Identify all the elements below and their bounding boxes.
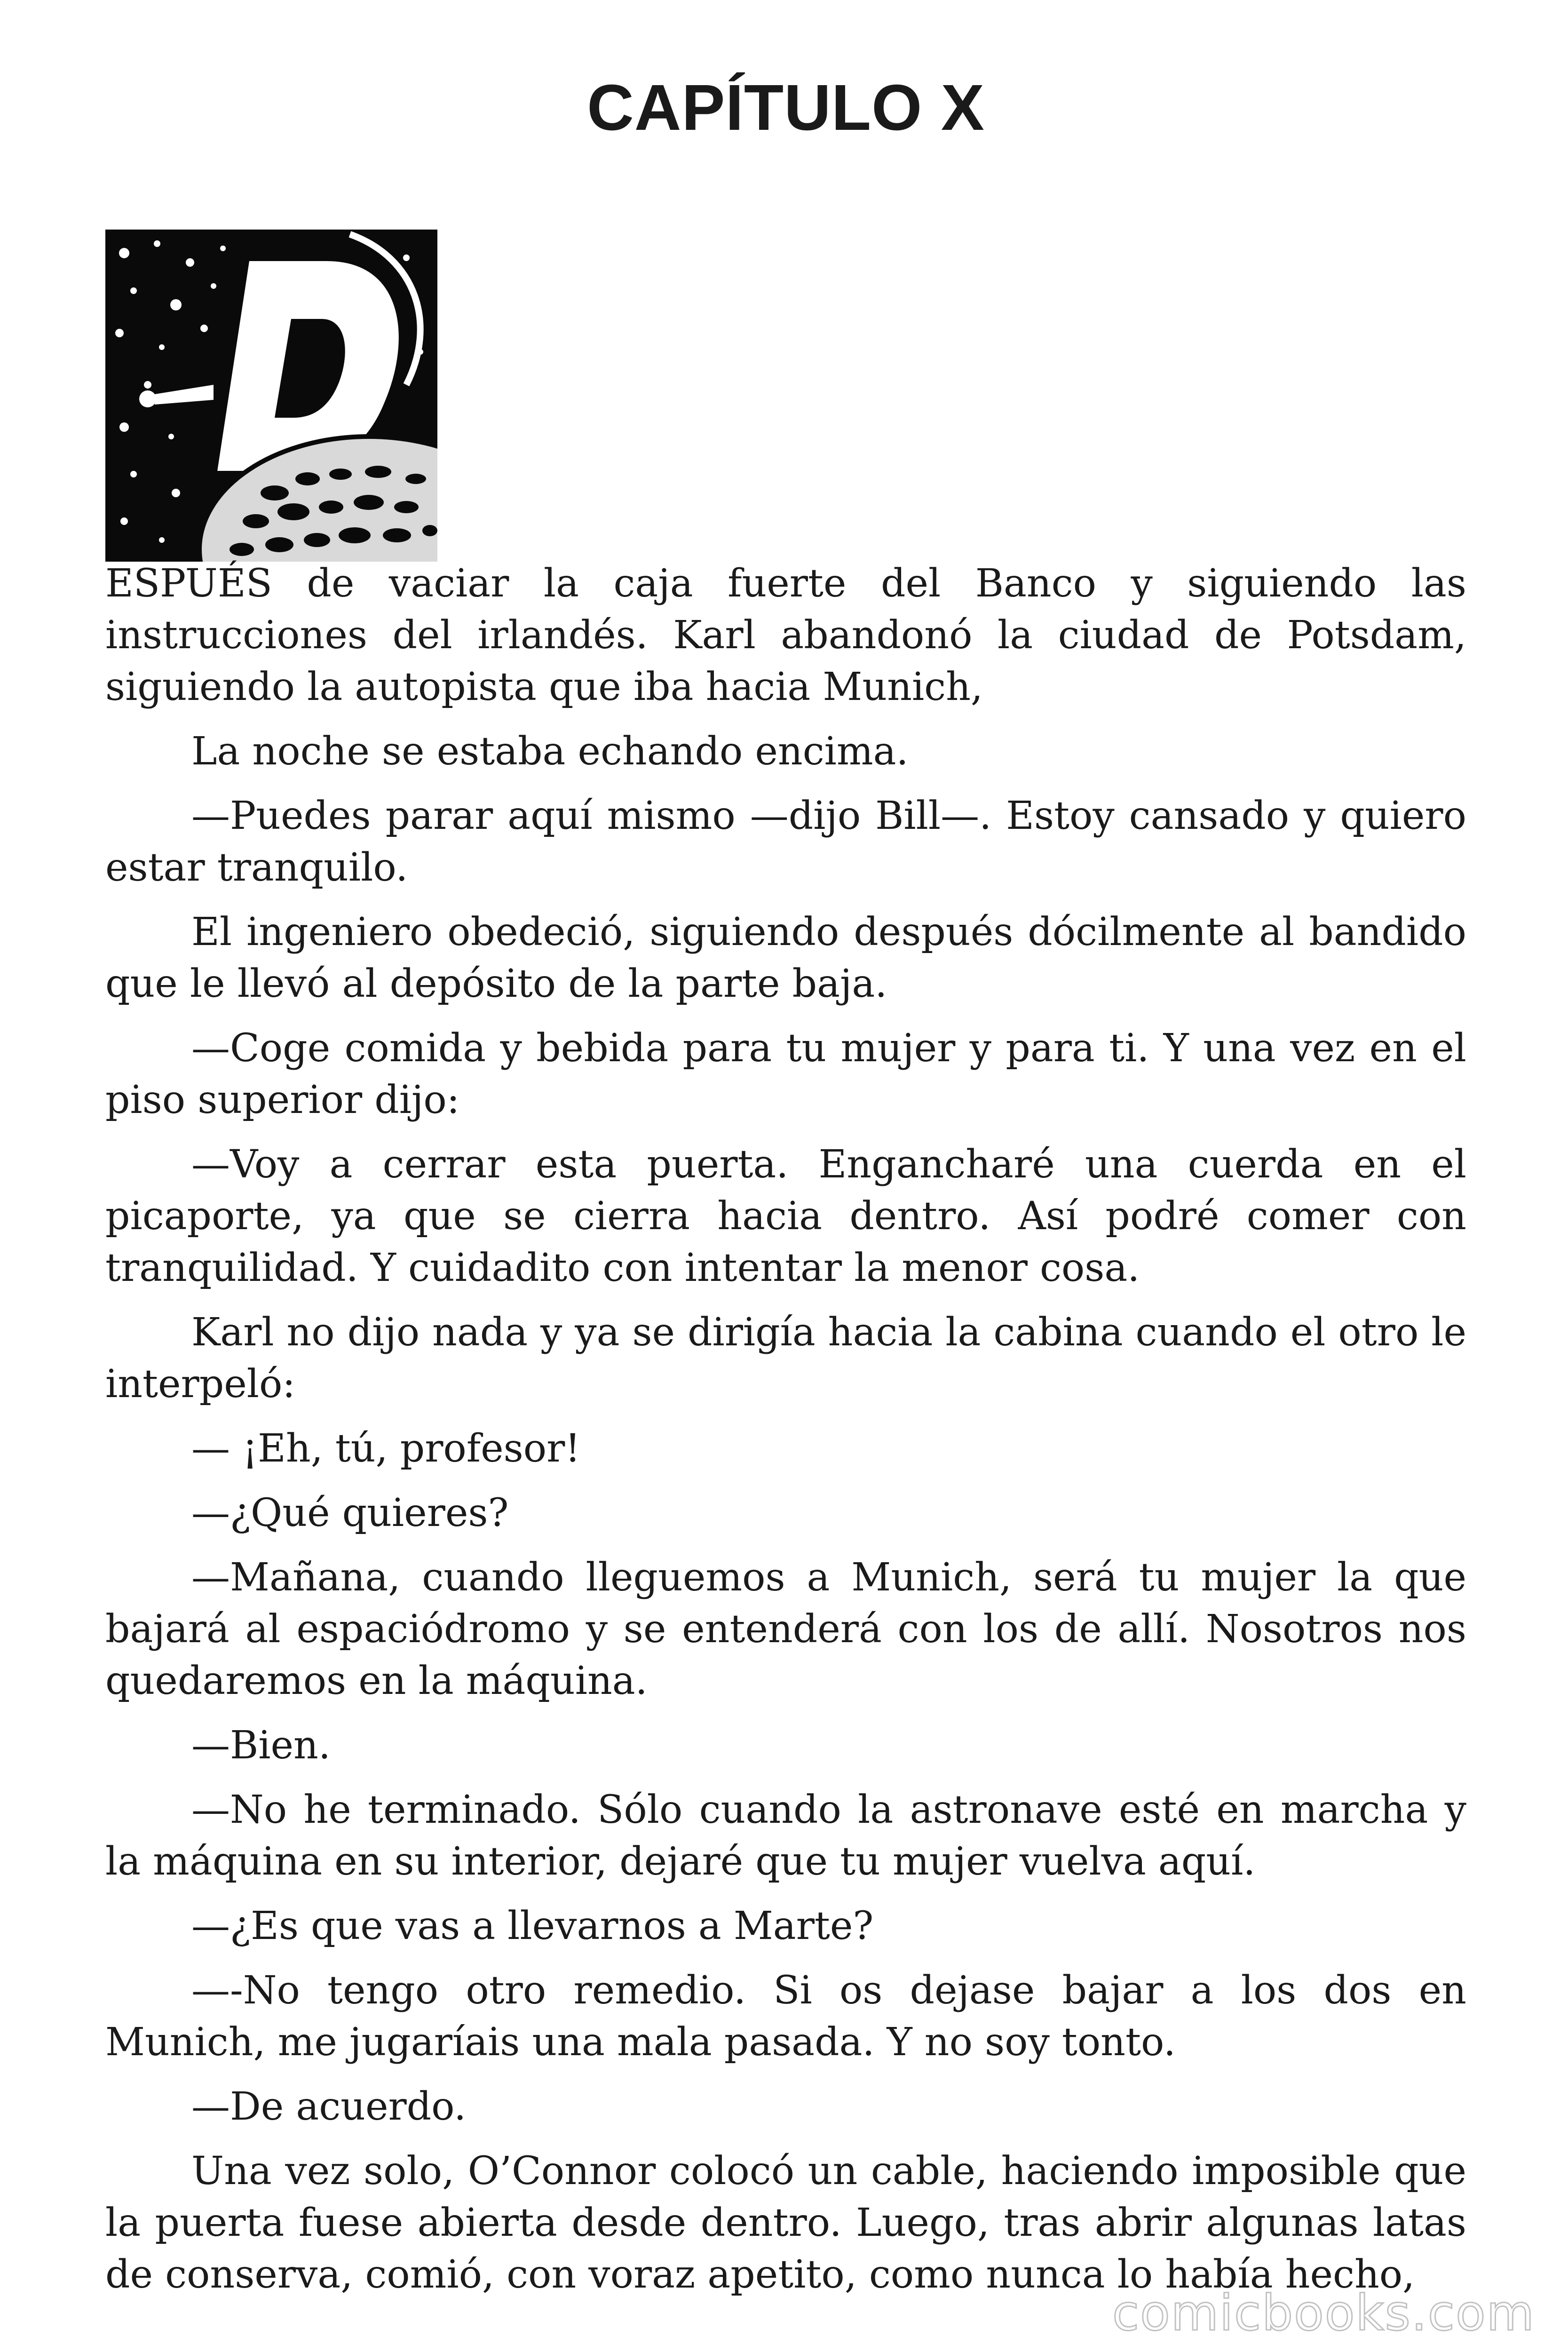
paragraph: — ¡Eh, tú, profesor!: [191, 1426, 581, 1471]
paragraph: —¿Es que vas a llevarnos a Marte?: [191, 1904, 874, 1948]
paragraph: —-No tengo otro remedio. Si os dejase bajar a los dos en Munich, me jugaríais una mala pasada. Y no soy tonto.: [105, 1968, 1466, 2065]
paragraph: ESPUÉS de vaciar la caja fuerte del Banco y siguiendo las instrucciones del irlandés. Karl abandonó la ciudad de Potsdam, siguiendo la autopista que iba hacia Munich,: [105, 561, 1466, 709]
paragraph: El ingeniero obedeció, siguiendo después dócilmente al bandido que le llevó al depósito de la parte baja.: [105, 910, 1466, 1006]
paragraph: —No he terminado. Sólo cuando la astronave esté en marcha y la máquina en su interior, dejaré que tu mujer vuelva aquí.: [105, 1788, 1466, 1884]
paragraph: —Coge comida y bebida para tu mujer y para ti. Y una vez en el piso superior dijo:: [105, 1026, 1466, 1122]
chapter-body: [105, 558, 1466, 2313]
paragraph: —De acuerdo.: [191, 2084, 467, 2129]
drop-cap-d-graphic: [105, 230, 437, 562]
paragraph: —Bien.: [191, 1723, 331, 1768]
paragraph: —¿Qué quieres?: [191, 1491, 509, 1535]
paragraph: Karl no dijo nada y ya se dirigía hacia la cabina cuando el otro le interpeló:: [105, 1310, 1466, 1406]
paragraph: —Mañana, cuando lleguemos a Munich, será tu mujer la que bajará al espaciódromo y se entenderá con los de allí. Nosotros nos quedaremos en la máquina.: [105, 1555, 1466, 1703]
paragraph: —Voy a cerrar esta puerta. Engancharé una cuerda en el picaporte, ya que se cierra hacia dentro. Así podré comer con tranquilidad. Y cuidadito con intentar la menor cosa.: [105, 1142, 1466, 1290]
drop-cap-illustration: [105, 230, 437, 562]
paragraph: La noche se estaba echando encima.: [191, 729, 909, 774]
watermark: comicbooks.com: [1112, 2284, 1535, 2342]
paragraph: —Puedes parar aquí mismo —dijo Bill—. Estoy cansado y quiero estar tranquilo.: [105, 794, 1466, 890]
paragraph: Una vez solo, O’Connor colocó un cable, haciendo imposible que la puerta fuese abierta desde dentro. Luego, tras abrir algunas latas de conserva, comió, con voraz apetito, como nunca lo había hecho,: [105, 2149, 1466, 2297]
chapter-title: CAPÍTULO X: [587, 72, 985, 144]
